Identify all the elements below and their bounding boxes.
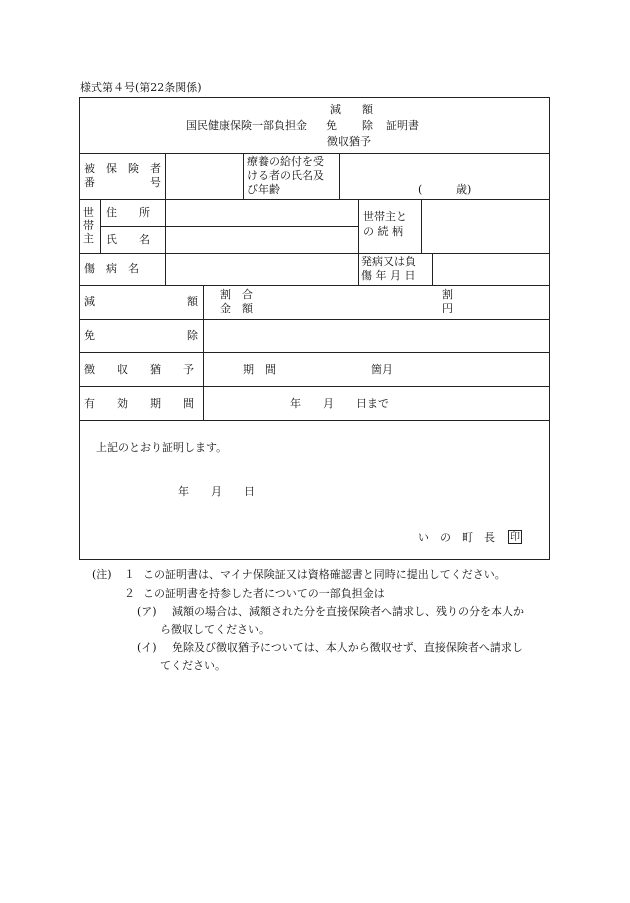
reduction-amount-label: 金 額: [220, 302, 253, 315]
exemption-label: 除: [187, 329, 198, 342]
mayor-title: い の 町 長: [418, 531, 495, 544]
age-open-paren: (: [418, 183, 423, 196]
divider: [421, 199, 422, 253]
divider: [165, 153, 166, 199]
title-prefix: 国民健康保険一部負担金: [186, 119, 307, 132]
recipient-label: ける者の氏名及: [247, 169, 324, 182]
reduction-rate-label: 割 合: [220, 288, 253, 301]
divider: [79, 199, 550, 200]
title-option-exemption-1: 免: [326, 119, 337, 132]
divider: [243, 153, 244, 199]
exemption-label: 免: [84, 329, 95, 342]
note-text: この証明書は、マイナ保険証又は資格確認書と同時に提出してください。: [143, 568, 506, 581]
note-sub-marker: (ア): [137, 605, 157, 618]
age-unit: 歳): [456, 183, 472, 196]
validity-label: 有 効 期 間: [84, 397, 194, 410]
relationship-label: の 続 柄: [363, 225, 403, 238]
divider: [79, 153, 550, 154]
title-option-postponement: 徴収猶予: [327, 135, 371, 148]
reduction-label: 減: [84, 295, 95, 308]
certification-statement: 上記のとおり証明します。: [96, 441, 228, 454]
householder-label: 世: [83, 206, 94, 219]
note-number: １: [124, 568, 135, 581]
note-number: ２: [124, 587, 135, 600]
form-number-label: 様式第４号(第22条関係): [80, 81, 202, 94]
amount-unit: 円: [442, 302, 453, 315]
month-unit: 箇月: [371, 363, 393, 376]
rate-unit: 割: [442, 288, 453, 301]
note-sub-marker: (イ): [137, 641, 157, 654]
reduction-label: 額: [187, 295, 198, 308]
injury-label: 傷 病 名: [84, 262, 139, 275]
note-sub-text: ら徴収してください。: [160, 623, 270, 636]
divider: [203, 285, 204, 420]
seal-mark: 印: [510, 532, 520, 543]
divider: [432, 253, 433, 285]
postponement-label: 徴 収 猶 予: [84, 363, 194, 376]
divider: [79, 420, 550, 421]
recipient-label: び年齢: [247, 183, 280, 196]
divider: [165, 199, 166, 285]
note-text: この証明書を持参した者についての一部負担金は: [143, 587, 385, 600]
certification-date: 年 月 日: [178, 485, 255, 498]
title-option-exemption-2: 除: [362, 119, 373, 132]
recipient-label: 療養の給付を受: [247, 155, 324, 168]
divider: [79, 253, 550, 254]
householder-label: 帯: [83, 219, 94, 232]
insured-number-label: 番 号: [84, 176, 161, 189]
onset-date-label: 傷 年 月 日: [361, 269, 416, 282]
validity-date: 年 月 日まで: [290, 397, 389, 410]
note-marker: (注): [92, 568, 112, 581]
name-label: 氏 名: [106, 233, 150, 246]
householder-label: 主: [83, 232, 94, 245]
divider: [79, 319, 550, 320]
insured-number-label: 被 保 険 者: [84, 162, 161, 175]
title-suffix: 証明書: [386, 119, 419, 132]
note-sub-text: てください。: [160, 659, 226, 672]
divider: [79, 285, 550, 286]
divider: [79, 352, 550, 353]
divider: [100, 199, 101, 253]
title-option-reduction-1: 減: [330, 103, 341, 116]
title-option-reduction-2: 額: [362, 103, 373, 116]
relationship-label: 世帯主と: [363, 210, 407, 223]
divider: [79, 386, 550, 387]
note-sub-text: 減額の場合は、減額された分を直接保険者へ請求し、残りの分を本人か: [172, 605, 524, 618]
address-label: 住 所: [106, 206, 150, 219]
onset-date-label: 発病又は負: [361, 255, 416, 268]
divider: [100, 226, 358, 227]
divider: [339, 153, 340, 199]
divider: [358, 199, 359, 285]
note-sub-text: 免除及び徴収猶予については、本人から徴収せず、直接保険者へ請求し: [172, 641, 523, 654]
period-label: 期 間: [243, 363, 276, 376]
